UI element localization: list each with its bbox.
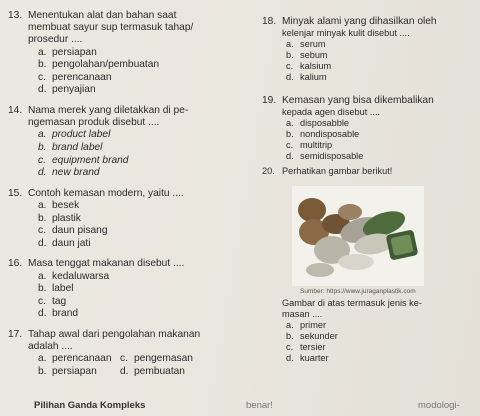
option-a[interactable]: a. perencanaan	[38, 353, 112, 365]
options	[262, 39, 476, 83]
option-b[interactable]: b. sebum	[286, 50, 328, 61]
question-number: 13.	[8, 10, 23, 21]
image-source: Sumber: https://www.juraganplastik.com	[300, 288, 416, 295]
question-19	[262, 95, 476, 162]
question-18	[262, 16, 476, 83]
options	[8, 353, 258, 378]
option-c[interactable]: c. multitrip	[286, 140, 333, 151]
option-d[interactable]: d. kuarter	[286, 353, 329, 363]
question-text: prosedur ....	[28, 34, 83, 46]
option-d[interactable]: d. kalium	[286, 72, 327, 83]
question-text: kepada agen disebut ....	[282, 107, 381, 118]
options	[262, 320, 476, 364]
option-d[interactable]: d. penyajian	[38, 84, 96, 96]
option-b[interactable]: b. sekunder	[286, 331, 338, 341]
question-14	[8, 105, 258, 180]
options	[8, 47, 258, 97]
section-heading-fragment: benar!	[246, 400, 273, 411]
option-a[interactable]: a. kedaluwarsa	[38, 270, 110, 282]
question-number: 16.	[8, 258, 23, 270]
option-d[interactable]: d. new brand	[38, 167, 100, 179]
option-b[interactable]: b. nondisposable	[286, 129, 360, 140]
option-c[interactable]: c. pengemasan	[120, 353, 193, 365]
question-15	[8, 188, 258, 251]
question-13	[8, 10, 258, 97]
question-text: Menentukan alat dan bahan saat	[28, 10, 177, 21]
question-text: membuat sayur sup termasuk tahap/	[28, 22, 194, 34]
question-text: Perhatikan gambar berikut!	[282, 166, 393, 177]
option-c[interactable]: c. tersier	[286, 342, 326, 352]
question-number: 17.	[8, 328, 23, 340]
question-text: Gambar di atas termasuk jenis ke-	[282, 298, 422, 308]
option-a[interactable]: a. besek	[38, 199, 80, 211]
option-c[interactable]: c. equipment brand	[38, 154, 129, 166]
option-c[interactable]: c. perencanaan	[38, 71, 112, 83]
question-number: 14.	[8, 104, 23, 116]
option-c[interactable]: c. tag	[38, 295, 67, 307]
question-16	[8, 258, 258, 321]
question-text: Masa tenggat makanan disebut ....	[28, 258, 185, 270]
option-c[interactable]: c. daun pisang	[38, 225, 108, 237]
option-d[interactable]: d. semidisposable	[286, 151, 364, 162]
option-b[interactable]: b. label	[38, 283, 74, 295]
question-text: Contoh kemasan modern, yaitu ....	[28, 187, 184, 199]
question-text: Tahap awal dari pengolahan makanan	[28, 328, 201, 340]
option-b[interactable]: b. plastik	[38, 212, 81, 224]
option-d[interactable]: d. brand	[38, 308, 79, 320]
option-b[interactable]: b. brand label	[38, 141, 103, 153]
options	[8, 200, 258, 250]
options	[262, 118, 476, 162]
option-a[interactable]: a. disposabble	[286, 118, 350, 129]
question-20-continued	[262, 298, 476, 364]
options	[8, 129, 258, 179]
section-heading: Pilihan Ganda Kompleks	[34, 400, 146, 411]
question-number: 20.	[262, 166, 275, 177]
question-text: Minyak alami yang dihasilkan oleh	[282, 16, 437, 27]
options	[8, 271, 258, 321]
left-column	[8, 10, 258, 379]
question-20	[262, 166, 476, 177]
option-b[interactable]: b. persiapan	[38, 365, 97, 377]
option-a[interactable]: a. serum	[286, 39, 326, 50]
question-number: 15.	[8, 187, 23, 199]
question-17	[8, 329, 258, 379]
section-heading-fragment: modologi-	[418, 400, 460, 411]
option-b[interactable]: b. pengolahan/pembuatan	[38, 59, 160, 71]
question-text: adalah ....	[28, 341, 73, 353]
question-number: 19.	[262, 95, 277, 107]
option-c[interactable]: c. kalsium	[286, 61, 332, 72]
question-number: 18.	[262, 16, 277, 27]
question-text: Kemasan yang bisa dikembalikan	[282, 95, 434, 107]
right-column	[262, 16, 476, 177]
question-text: kelenjar minyak kulit disebut ....	[282, 28, 410, 39]
question-text: masan ....	[282, 309, 323, 319]
packaged-food-illustration	[292, 186, 424, 286]
option-d[interactable]: d. pembuatan	[120, 365, 185, 377]
question-text: ngemasan produk disebut ....	[28, 117, 160, 129]
question-text: Nama merek yang diletakkan di pe-	[28, 104, 189, 116]
packaging-image	[292, 186, 424, 286]
option-d[interactable]: d. daun jati	[38, 237, 91, 249]
option-a[interactable]: a. persiapan	[38, 46, 97, 58]
option-a[interactable]: a. product label	[38, 129, 111, 141]
option-a[interactable]: a. primer	[286, 320, 327, 330]
